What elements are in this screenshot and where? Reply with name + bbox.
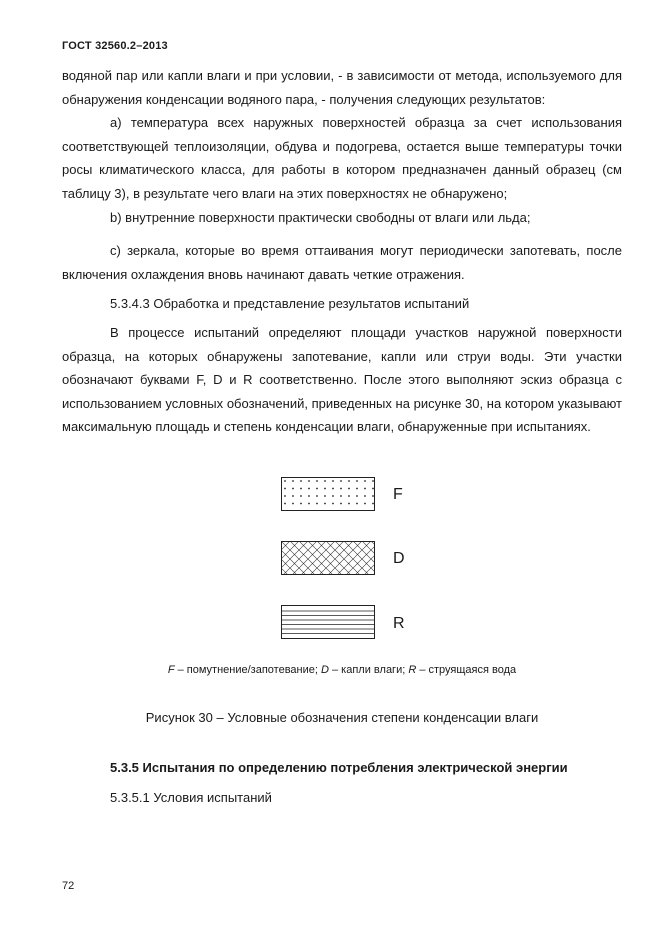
caption-d-text: – капли влаги; [328,664,409,676]
section-heading: 5.3.5 Испытания по определению потребления электрической энергии [110,760,568,775]
paragraph-item-c: с) зеркала, которые во время оттаивания могут периодически запотевать, после включения охлаждения вновь начинают давать четкие отражения. [62,243,622,282]
caption-d-letter: D [321,664,329,676]
caption-f-letter: F [167,664,175,676]
legend-swatch-lines [281,605,375,639]
legend-label-r: R [393,615,405,632]
page-number: 72 [62,880,75,892]
paragraph-item-b: b) внутренние поверхности практически свободны от влаги или льда; [110,210,531,225]
document-header: ГОСТ 32560.2–2013 [62,40,168,52]
caption-r-text: – струящаяся вода [416,664,517,676]
paragraph-continuation: водяной пар или капли влаги и при условии, - в зависимости от метода, используемого для обнаружения конденсации водяного пара, - получения следующих результатов: [62,68,622,107]
figure-title: Рисунок 30 – Условные обозначения степени конденсации влаги [145,710,539,725]
caption-r-letter: R [408,664,417,676]
paragraph-item-a: а) температура всех наружных поверхностей образца за счет использования соответствующей теплоизоляции, обдува и подогрева, остается выше температуры точки росы климатического класса, для работы в котором предназначен данный образец (см таблицу 3), в результате чего влаги на этих поверхностях не обнаружено; [62,115,622,201]
caption-f-text: – помутнение/запотевание; [174,664,321,676]
subsection-heading: 5.3.4.3 Обработка и представление результатов испытаний [110,296,470,311]
legend-label-d: D [393,550,405,567]
subsection-title: 5.3.5.1 Условия испытаний [110,790,272,805]
legend-swatch-dots [281,477,375,511]
paragraph-results: В процессе испытаний определяют площади участков наружной поверхности образца, на которых обнаружены запотевание, капли или струи воды. Эти участки обозначают буквами F, D и R соответственно. После этого выполняют эскиз образца с использованием условных обозначений, приведенных на рисунке 30, на котором указывают максимальную площадь и степень конденсации влаги, обнаруженные при испытаниях. [62,325,622,434]
legend-label-f: F [393,486,403,503]
figure-legend-caption [62,664,622,676]
legend-swatch-crosshatch [281,541,375,575]
